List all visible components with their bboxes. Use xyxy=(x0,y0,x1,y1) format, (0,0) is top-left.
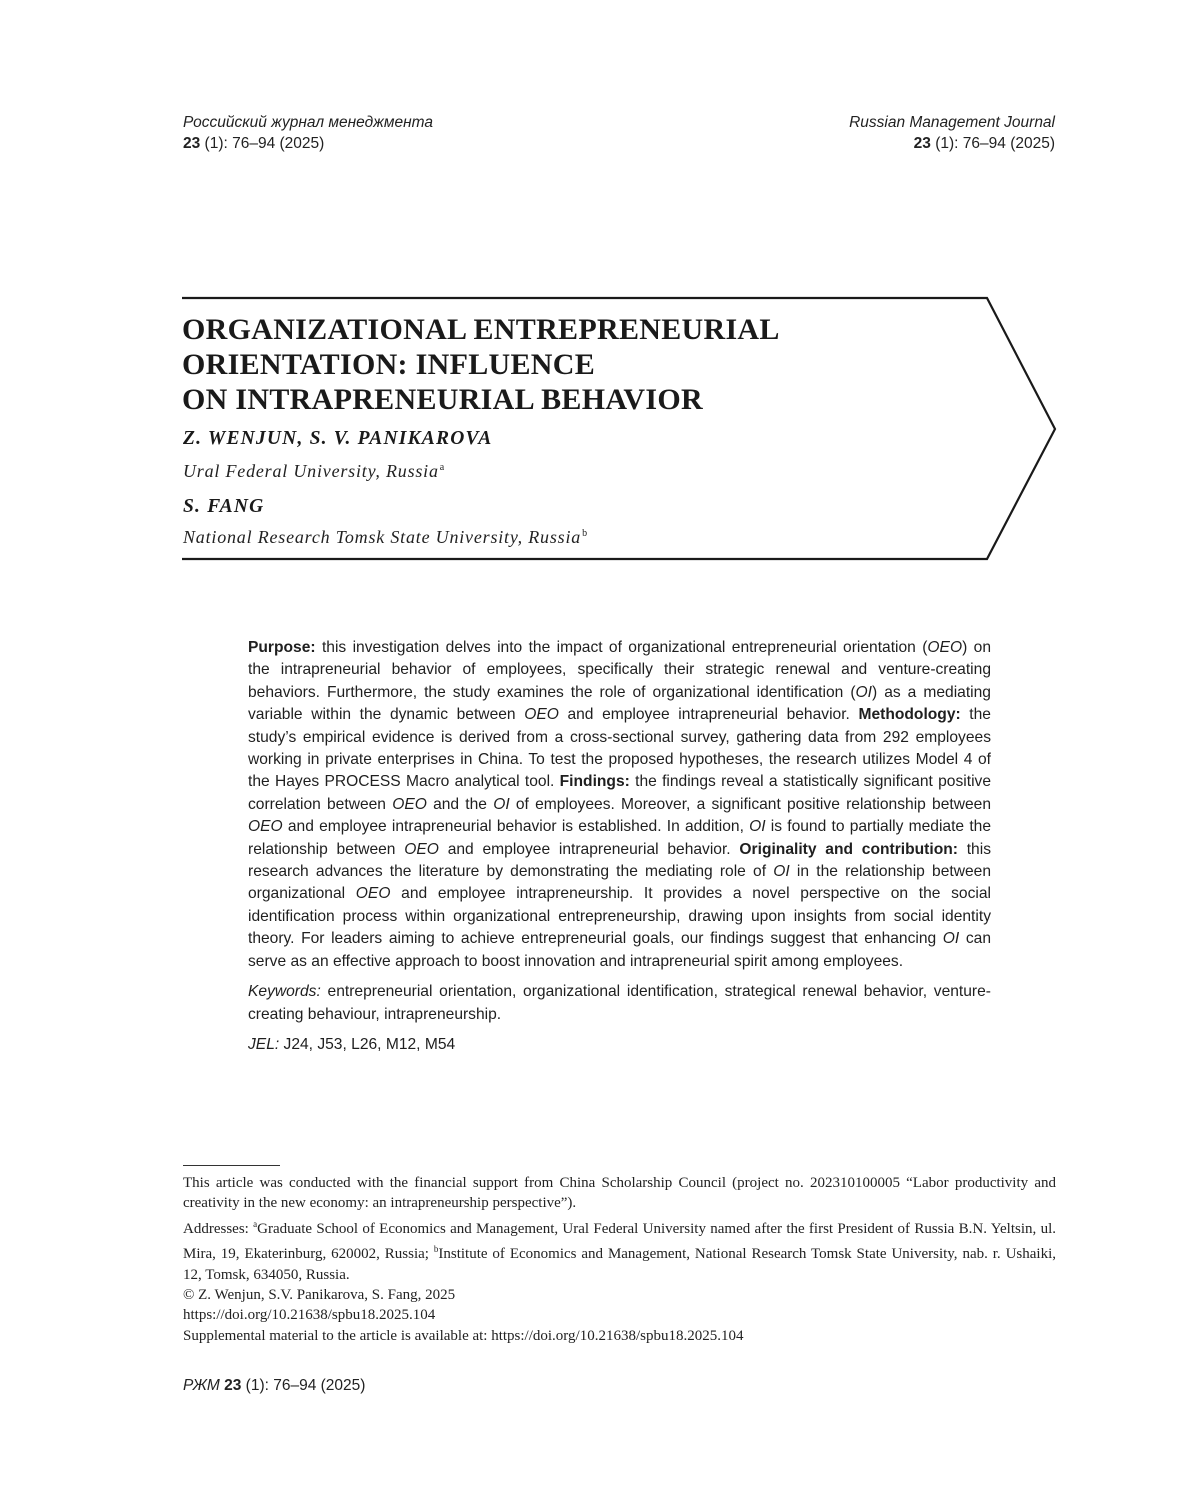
abstract-fragment: the findings reveal a statistically significant positive correlation between xyxy=(248,773,991,813)
abstract-fragment: and employee intrapreneurship. It provides a novel perspective on the social identification process within organizational entrepreneurship, drawing upon insights from social identity theory. For leaders aiming to achieve entrepreneurial goals, our findings suggest that enhancing xyxy=(248,885,991,948)
supplemental-note: Supplemental material to the article is available at: https://doi.org/10.21638/spbu18.2025.104 xyxy=(183,1327,744,1344)
keywords-text: entrepreneurial orientation, organizational identification, strategical renewal behavior, venture-creating behaviour, intrapreneurship. xyxy=(248,983,991,1023)
volume-number: 23 xyxy=(224,1377,242,1394)
term-oeo: OEO xyxy=(248,818,283,836)
jel-codes xyxy=(248,1034,991,1056)
term-oeo: OEO xyxy=(355,885,391,903)
addresses-label: Addresses: xyxy=(183,1220,254,1237)
methodology-label: Methodology: xyxy=(858,706,961,724)
term-oeo: OEO xyxy=(927,639,963,656)
abstract-fragment: is found to partially mediate the relationship between xyxy=(248,818,991,858)
originality-label: Originality and contribution: xyxy=(739,840,958,858)
volume-number: 23 xyxy=(183,135,201,152)
purpose-label: Purpose: xyxy=(248,639,316,656)
journal-name-ru: Российский журнал менеджмента xyxy=(183,114,433,131)
article-title xyxy=(182,312,902,417)
affiliation-mark: b xyxy=(582,528,588,539)
title-line: ORGANIZATIONAL ENTREPRENEURIAL xyxy=(182,313,780,346)
term-oeo: OEO xyxy=(404,840,439,858)
affiliation-name: Ural Federal University, Russia xyxy=(183,461,439,481)
affiliation-mark: b xyxy=(433,1244,439,1255)
issue-pages: (1): 76–94 (2025) xyxy=(241,1377,366,1394)
funding-note: This article was conducted with the financial support from China Scholarship Council (project no. 202310100005 “Labor productivity and creativity in the new economy: an intrapreneurship perspective”). xyxy=(183,1175,1056,1212)
term-oi: OI xyxy=(493,795,510,813)
copyright-note: © Z. Wenjun, S.V. Panikarova, S. Fang, 2025 xyxy=(183,1287,456,1304)
abstract-fragment: and employee intrapreneurial behavior. xyxy=(438,840,740,858)
affiliation-mark: a xyxy=(439,462,446,473)
term-oi: OI xyxy=(749,818,766,836)
issue-pages: (1): 76–94 (2025) xyxy=(930,135,1055,152)
abstract xyxy=(248,637,991,1056)
term-oeo: OEO xyxy=(524,706,559,724)
page-footer xyxy=(183,1377,365,1395)
abstract-fragment: can serve as an effective approach to boost innovation and intrapreneurial spirit among employees. xyxy=(248,930,991,970)
abstract-fragment: in the relationship between organizational xyxy=(248,863,991,903)
address-a: Graduate School of Economics and Management, Ural Federal University named after the first President of Russia B.N. Yeltsin, ul. Mira, 19, Ekaterinburg, 620002, Russia; xyxy=(183,1220,1056,1263)
abstract-fragment: and employee intrapreneurial behavior is established. In addition, xyxy=(282,818,750,836)
addresses-note xyxy=(183,1214,1056,1285)
abstract-fragment: this research advances the literature by demonstrating the mediating role of xyxy=(248,840,991,881)
abstract-fragment: and employee intrapreneurial behavior. xyxy=(558,706,859,724)
jel-label: JEL: xyxy=(248,1035,280,1053)
running-header-left xyxy=(183,112,433,154)
abstract-fragment: ) on the intrapreneurial behavior of employees, specifically their strategic renewal and venture-creating behaviors. Furthermore, the study examines the role of organizational identification ( xyxy=(248,639,991,701)
abstract-fragment: the study’s empirical evidence is derived from a cross-sectional survey, gathering data from 292 employees working in private enterprises in China. To test the proposed hypotheses, the research utilizes Model 4 of the Hayes PROCESS Macro analytical tool. xyxy=(248,706,991,791)
keywords xyxy=(248,981,991,1026)
footnotes xyxy=(183,1173,1056,1346)
abstract-fragment: ) as a mediating variable within the dynamic between xyxy=(248,683,991,724)
term-oi: OI xyxy=(773,863,790,881)
journal-abbr: РЖМ xyxy=(183,1377,220,1394)
affiliation-mark: a xyxy=(253,1218,258,1229)
abstract-fragment: and the xyxy=(426,795,494,813)
abstract-text xyxy=(248,637,991,973)
jel-text: J24, J53, L26, M12, M54 xyxy=(279,1035,456,1053)
volume-number: 23 xyxy=(913,135,931,152)
affiliation-secondary xyxy=(183,527,588,548)
address-b: Institute of Economics and Management, National Research Tomsk State University, nab. r. Ushaiki, 12, Tomsk, 634050, Russia. xyxy=(183,1246,1056,1283)
running-header-right xyxy=(849,112,1055,154)
authors-secondary: S. FANG xyxy=(183,496,265,517)
footnote-divider xyxy=(183,1165,280,1166)
title-line: ON INTRAPRENEURIAL BEHAVIOR xyxy=(182,383,703,416)
abstract-fragment: of employees. Moreover, a significant positive relationship between xyxy=(509,795,991,813)
issue-pages: (1): 76–94 (2025) xyxy=(200,135,325,152)
affiliation-primary xyxy=(183,461,445,482)
title-line: ORIENTATION: INFLUENCE xyxy=(182,348,596,381)
abstract-fragment: this investigation delves into the impact of organizational entrepreneurial orientation ( xyxy=(315,639,928,656)
findings-label: Findings: xyxy=(559,773,630,791)
journal-name-en: Russian Management Journal xyxy=(849,114,1055,131)
term-oeo: OEO xyxy=(392,795,427,813)
authors-primary: Z. WENJUN, S. V. PANIKAROVA xyxy=(183,428,493,449)
term-oi: OI xyxy=(942,930,960,948)
doi-link[interactable]: https://doi.org/10.21638/spbu18.2025.104 xyxy=(183,1307,436,1324)
term-oi: OI xyxy=(855,683,872,701)
affiliation-name: National Research Tomsk State University, Russia xyxy=(183,527,582,547)
keywords-label: Keywords: xyxy=(248,983,321,1001)
